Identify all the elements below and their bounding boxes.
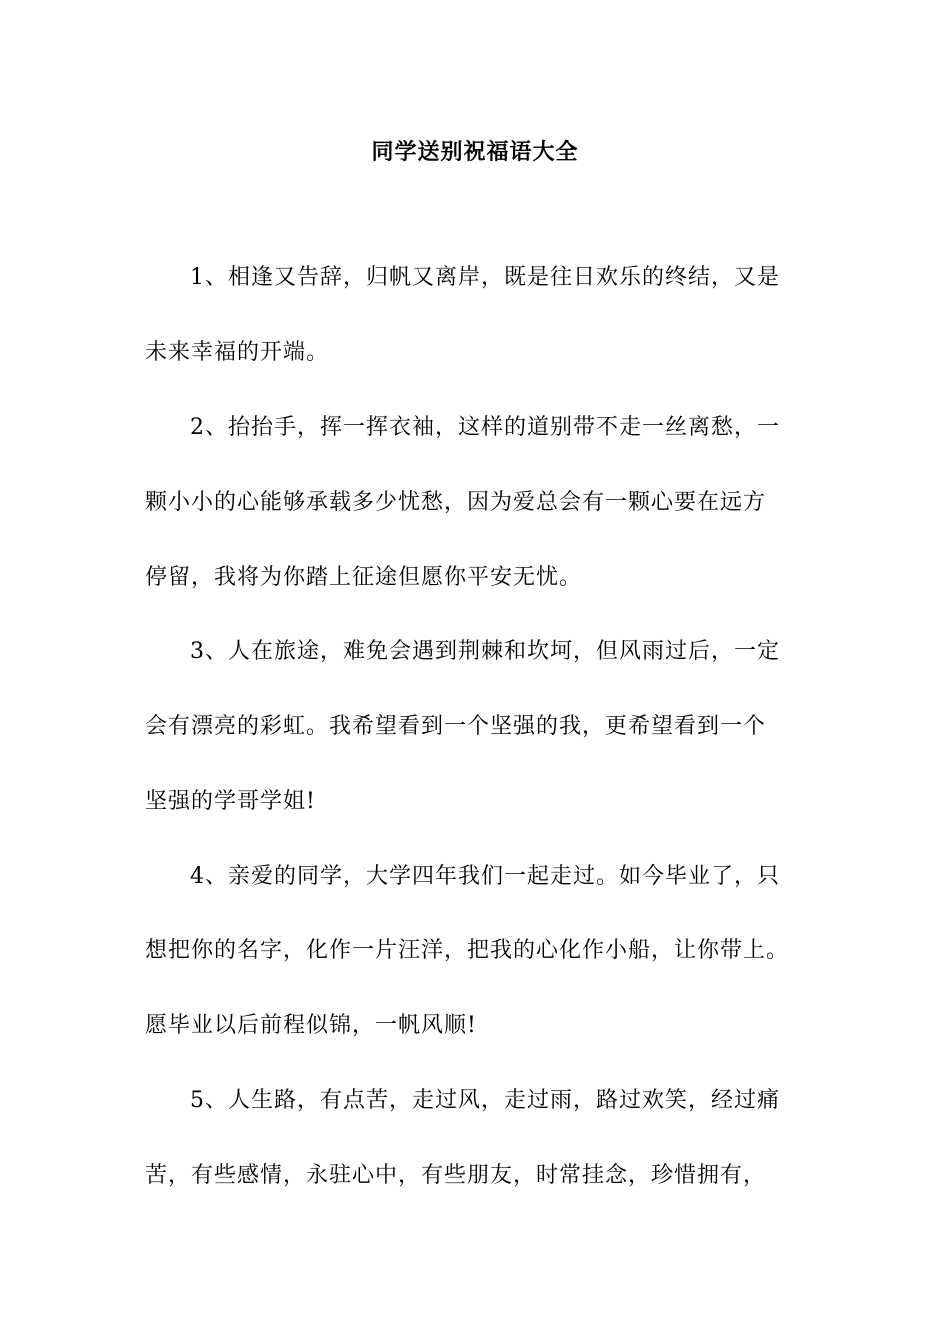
paragraph-4-line-1: 4、亲爱的同学，大学四年我们一起走过。如今毕业了，只 — [190, 864, 780, 889]
paragraph-2-line-2: 颗小小的心能够承载多少忧愁，因为爱总会有一颗心要在远方 — [145, 490, 767, 515]
paragraph-3-line-1: 3、人在旅途，难免会遇到荆棘和坎坷，但风雨过后，一定 — [190, 639, 780, 664]
paragraph-3-line-2: 会有漂亮的彩虹。我希望看到一个坚强的我，更希望看到一个 — [145, 714, 767, 739]
paragraph-3-line-3: 坚强的学哥学姐! — [145, 789, 316, 814]
paragraph-2-line-3: 停留，我将为你踏上征途但愿你平安无忧。 — [145, 565, 583, 590]
paragraph-5-line-2: 苦，有些感情，永驻心中，有些朋友，时常挂念，珍惜拥有， — [145, 1163, 767, 1188]
document-title: 同学送别祝福语大全 — [371, 140, 579, 165]
paragraph-4-line-3: 愿毕业以后前程似锦，一帆风顺! — [145, 1013, 477, 1038]
paragraph-4-line-2: 想把你的名字，化作一片汪洋，把我的心化作小船，让你带上。 — [145, 938, 790, 963]
paragraph-2-line-1: 2、抬抬手，挥一挥衣袖，这样的道别带不走一丝离愁，一 — [190, 415, 780, 440]
paragraph-5-line-1: 5、人生路，有点苦，走过风，走过雨，路过欢笑，经过痛 — [190, 1088, 780, 1113]
paragraph-1-line-2: 未来幸福的开端。 — [145, 340, 330, 365]
paragraph-1-line-1: 1、相逢又告辞，归帆又离岸，既是往日欢乐的终结，又是 — [190, 265, 780, 290]
